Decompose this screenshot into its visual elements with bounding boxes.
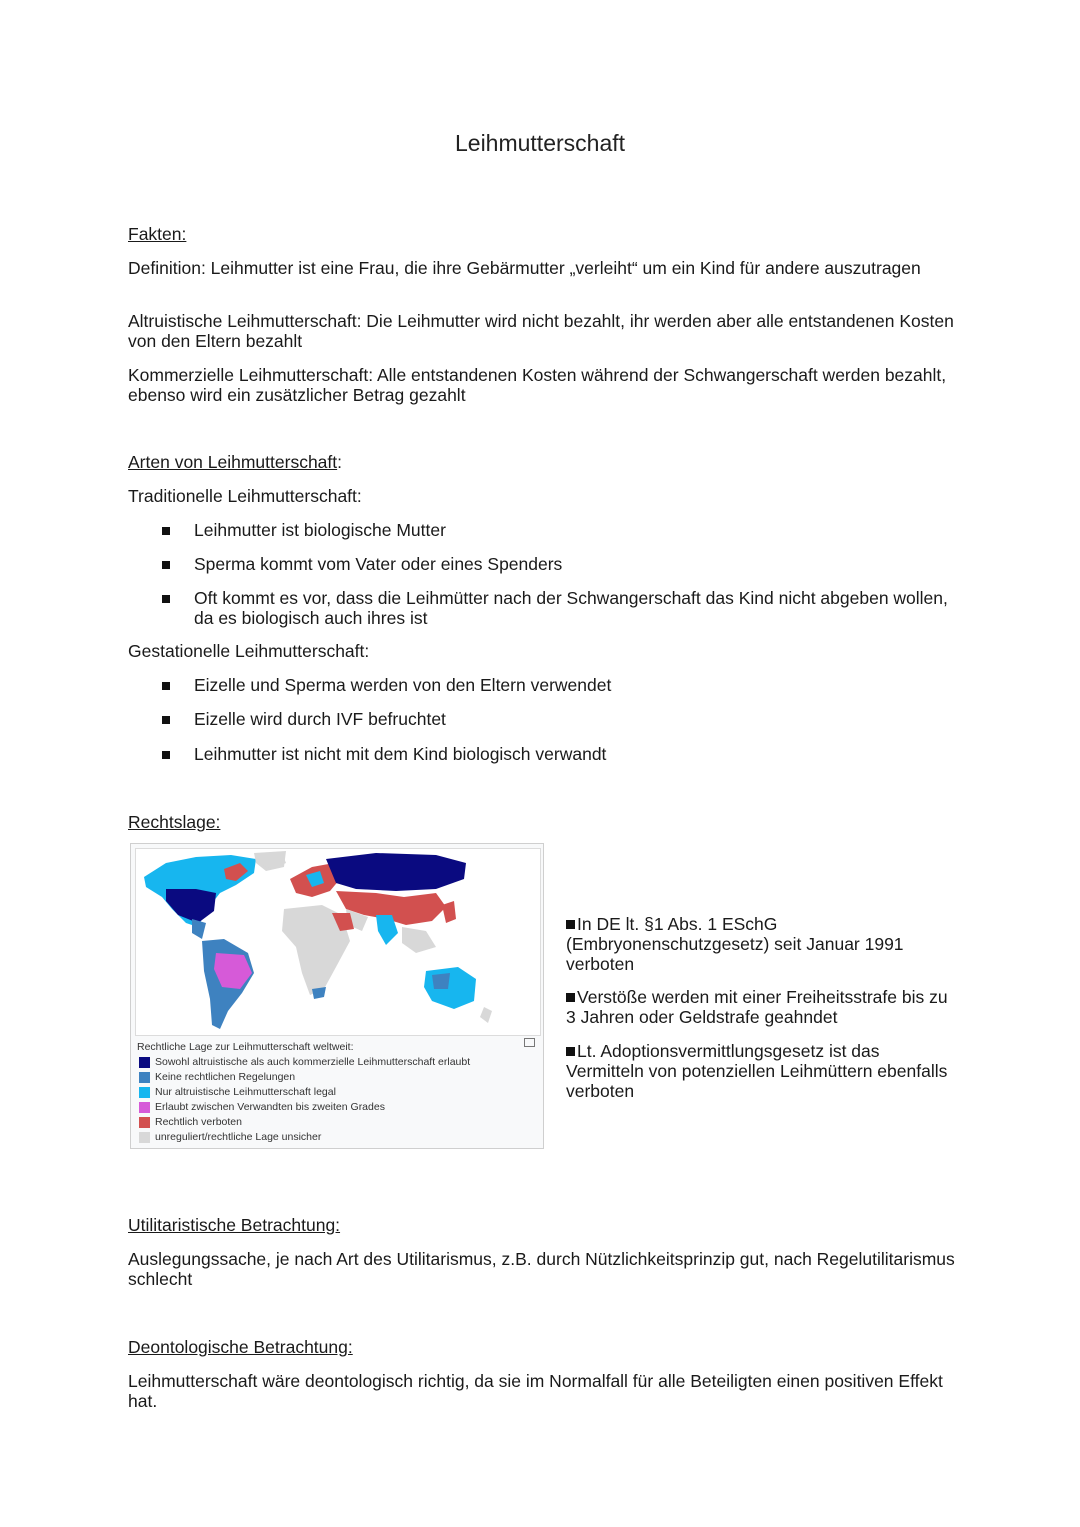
utilitaristisch-heading: Utilitaristische Betrachtung: <box>128 1215 341 1235</box>
fakten-heading: Fakten: <box>128 224 187 244</box>
bullet-square-icon <box>566 993 575 1002</box>
utilitaristisch-text: Auslegungssache, je nach Art des Utilitarismus, z.B. durch Nützlichkeitsprinzip gut, nach Regelutilitarismus schlecht <box>128 1249 955 1289</box>
rechtslage-point: In DE lt. §1 Abs. 1 ESchG (Embryonenschutzgesetz) seit Januar 1991 verboten <box>566 914 904 974</box>
gestationell-label: Gestationelle Leihmutterschaft: <box>128 641 370 661</box>
legend-swatch <box>139 1057 150 1068</box>
bullet-square-icon <box>162 595 170 603</box>
map-legend <box>137 1040 535 1145</box>
legend-item: unreguliert/rechtliche Lage unsicher <box>137 1130 535 1145</box>
legend-item: Keine rechtlichen Regelungen <box>137 1070 535 1085</box>
bullet-square-icon <box>162 561 170 569</box>
bullet-square-icon <box>566 920 575 929</box>
legend-swatch <box>139 1072 150 1083</box>
traditionell-label: Traditionelle Leihmutterschaft: <box>128 486 362 506</box>
bullet-square-icon <box>162 682 170 690</box>
rechtslage-point: Verstöße werden mit einer Freiheitsstrafe bis zu 3 Jahren oder Geldstrafe geahndet <box>566 987 948 1027</box>
deontologisch-heading: Deontologische Betrachtung: <box>128 1337 353 1357</box>
bullet-square-icon <box>162 527 170 535</box>
legend-swatch <box>139 1132 150 1143</box>
legend-item: Sowohl altruistische als auch kommerzielle Leihmutterschaft erlaubt <box>137 1055 535 1070</box>
legend-swatch <box>139 1102 150 1113</box>
kommerziell-text: Kommerzielle Leihmutterschaft: Alle entstandenen Kosten während der Schwangerschaft werden bezahlt, ebenso wird ein zusätzlicher Betrag gezahlt <box>128 365 947 405</box>
page-title: Leihmutterschaft <box>454 130 626 156</box>
rechtslage-point: Lt. Adoptionsvermittlungsgesetz ist das Vermitteln von potenziellen Leihmüttern ebenfalls verboten <box>566 1041 948 1101</box>
legend-swatch <box>139 1117 150 1128</box>
definition-text: Definition: Leihmutter ist eine Frau, die ihre Gebärmutter „verleiht“ um ein Kind für andere auszutragen <box>128 258 921 278</box>
bullet-square-icon <box>566 1047 575 1056</box>
deontologisch-text: Leihmutterschaft wäre deontologisch richtig, da sie im Normalfall für alle Beteiligten einen positiven Effekt hat. <box>128 1371 943 1411</box>
legend-swatch <box>139 1087 150 1098</box>
altruistisch-text: Altruistische Leihmutterschaft: Die Leihmutter wird nicht bezahlt, ihr werden aber alle entstandenen Kosten von den Eltern bezahlt <box>128 311 954 351</box>
arten-heading-row <box>128 452 968 472</box>
legend-item: Rechtlich verboten <box>137 1115 535 1130</box>
arten-heading: Arten von Leihmutterschaft <box>128 452 338 472</box>
bullet-square-icon <box>162 751 170 759</box>
map-legend-title: Rechtliche Lage zur Leihmutterschaft weltweit: <box>137 1041 354 1053</box>
bullet-square-icon <box>162 716 170 724</box>
arten-heading-colon: : <box>337 452 343 472</box>
world-map <box>135 848 541 1036</box>
rechtslage-heading: Rechtslage: <box>128 812 221 832</box>
legend-item: Erlaubt zwischen Verwandten bis zweiten Grades <box>137 1100 535 1115</box>
world-map-figure <box>130 843 544 1149</box>
legend-item: Nur altruistische Leihmutterschaft legal <box>137 1085 535 1100</box>
